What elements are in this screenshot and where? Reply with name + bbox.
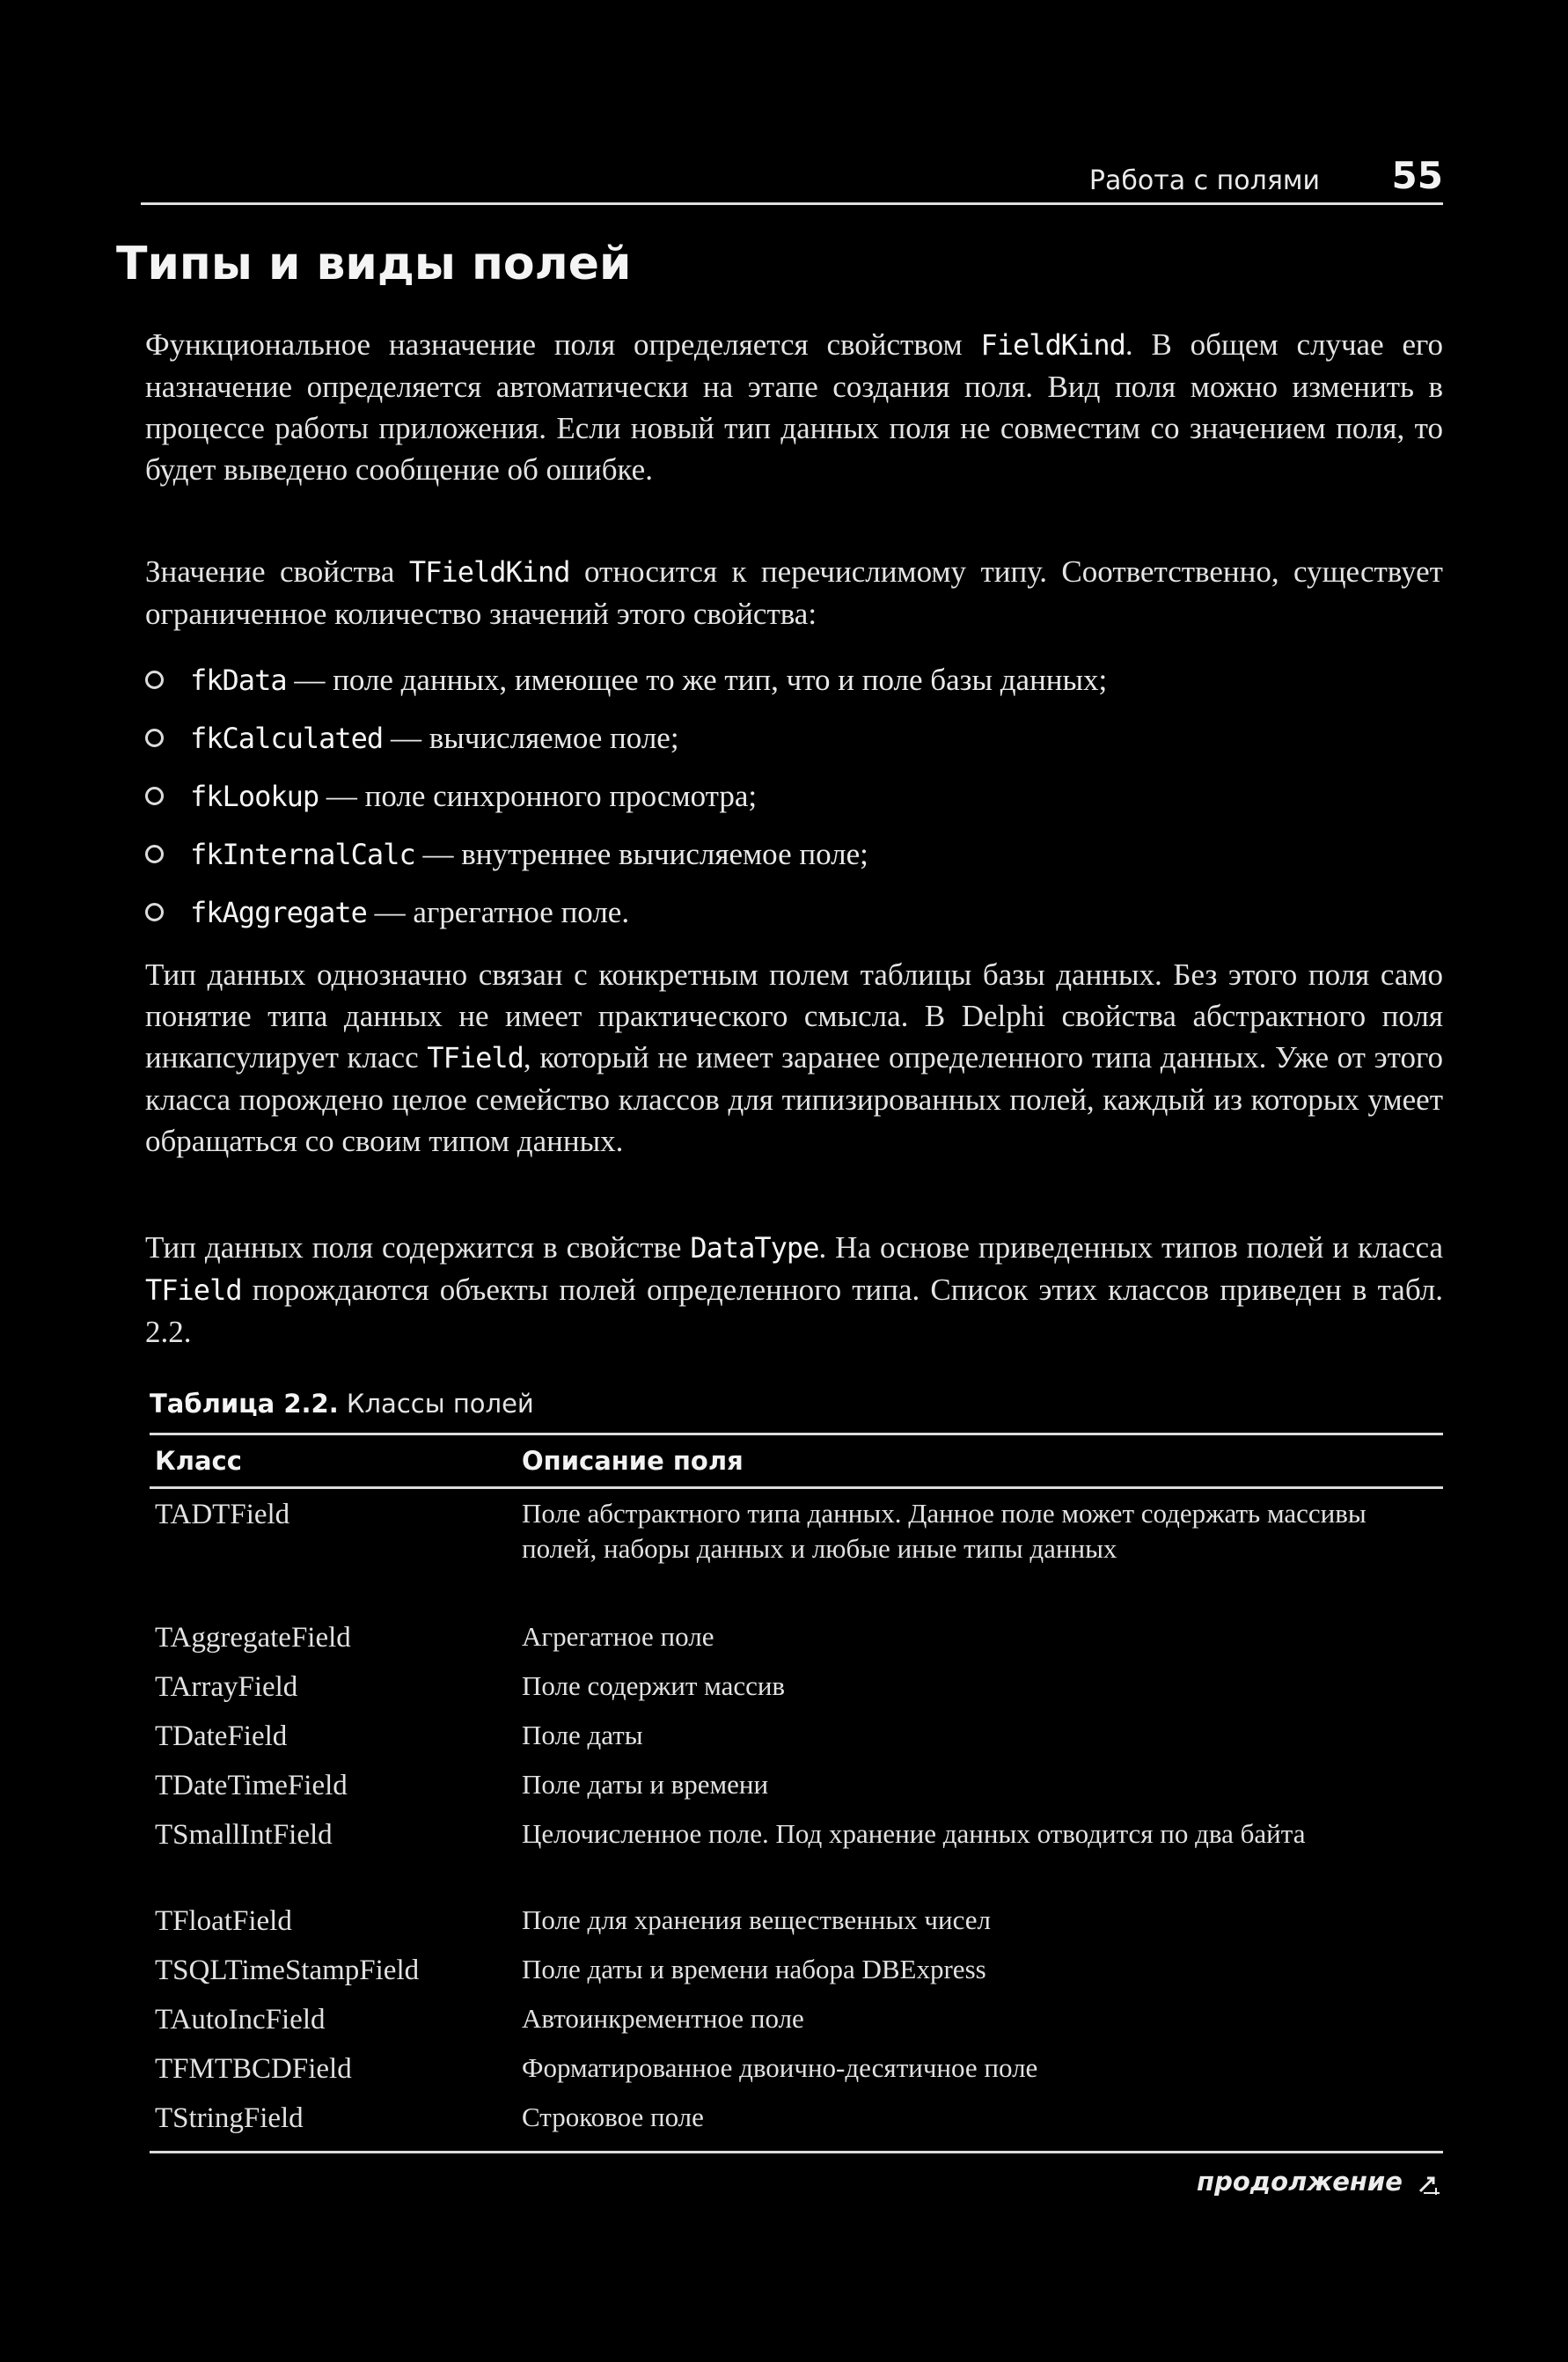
table-caption-label: Таблица 2.2. — [150, 1389, 339, 1419]
list-item — [145, 825, 1443, 884]
code-term: TFieldKind — [408, 555, 570, 589]
description-cell: Целочисленное поле. Под хранение данных отводится по два байта — [522, 1818, 1306, 1849]
table-row — [150, 2050, 1443, 2100]
paragraph-1 — [145, 324, 1443, 490]
class-cell: TSQLTimeStampField — [155, 1955, 420, 1986]
description-cell: Форматированное двоично-десятичное поле — [522, 2052, 1038, 2083]
text: Функциональное назначение поля определяется свойством — [145, 327, 981, 362]
text: , который не имеет заранее определенного типа данных. Уже от этого класса порождено целое семейство классов для типизированных полей, каждый из которых умеет обращаться со своим типом данных. — [145, 1040, 1443, 1158]
text: . На основе приведенных типов полей и класса — [818, 1230, 1443, 1265]
text: Тип данных однозначно связан с конкретным полем таблицы базы данных. Без этого поля само понятие типа данных не имеет практического смысла. В Delphi свойства абстрактного поля инкапсулирует класс — [145, 957, 1443, 1075]
text: относится к перечислимому типу. Соответственно, существует ограниченное количество значений этого свойства: — [145, 554, 1443, 631]
bullet-icon — [145, 787, 164, 805]
class-cell: TFloatField — [155, 1905, 292, 1937]
table-row — [150, 1669, 1443, 1718]
list-item-text: — агрегатное поле. — [366, 895, 630, 929]
continuation-note — [1197, 2167, 1443, 2197]
class-cell: TArrayField — [155, 1671, 298, 1703]
table-row — [150, 2100, 1443, 2142]
table-row — [150, 1903, 1443, 1952]
list-item — [145, 709, 1443, 767]
class-cell: TStringField — [155, 2102, 304, 2134]
code-term: TField — [145, 1273, 242, 1307]
description-cell: Поле содержит массив — [522, 1670, 786, 1701]
text: . В общем случае его назначение определяется автоматически на этапе создания поля. Вид поля можно изменить в процессе работы приложения. Если новый тип данных поля не совместим со значением поля, то будет выведено сообщение об ошибке. — [145, 327, 1443, 487]
description-cell: Поле даты и времени — [522, 1769, 769, 1800]
description-cell: Поле даты и времени набора DBExpress — [522, 1954, 986, 1984]
class-cell: TDateField — [155, 1720, 288, 1752]
code-term: fkData — [190, 664, 287, 697]
description-cell: Агрегатное поле — [522, 1621, 714, 1652]
code-term: fkCalculated — [190, 722, 384, 755]
list-item — [145, 884, 1443, 942]
table-caption — [150, 1389, 534, 1419]
code-term: TField — [427, 1041, 524, 1075]
paragraph-3 — [145, 954, 1443, 1162]
paragraph-4 — [145, 1227, 1443, 1353]
code-term: fkInternalCalc — [190, 838, 415, 871]
code-term: fkLookup — [190, 780, 319, 813]
running-header — [141, 150, 1443, 205]
class-cell: TADTField — [155, 1499, 290, 1530]
class-cell: TAutoIncField — [155, 2004, 326, 2036]
text: порождаются объекты полей определенного типа. Список этих классов приведен в табл. 2.2. — [145, 1273, 1443, 1349]
description-cell: Поле даты — [522, 1720, 643, 1750]
table-row — [150, 1718, 1443, 1767]
text: Значение свойства — [145, 554, 409, 589]
page-turn-icon — [1417, 2170, 1443, 2197]
code-term: DataType — [690, 1231, 819, 1265]
field-classes-table — [150, 1433, 1443, 2153]
list-item-text: — поле синхронного просмотра; — [319, 779, 758, 813]
paragraph-2 — [145, 551, 1443, 635]
bullet-icon — [145, 729, 164, 747]
table-row — [150, 1767, 1443, 1816]
description-cell: Автоинкрементное поле — [522, 2003, 804, 2034]
table-row — [150, 1619, 1443, 1669]
table-bottom-rule — [150, 2142, 1443, 2153]
description-cell: Строковое поле — [522, 2102, 704, 2132]
list-item-text: — вычисляемое поле; — [383, 721, 679, 755]
table-row — [150, 1496, 1443, 1619]
code-term: FieldKind — [980, 328, 1125, 362]
list-item-text: — внутреннее вычисляемое поле; — [414, 837, 868, 871]
table-header — [150, 1433, 1443, 1489]
table-row — [150, 1952, 1443, 2001]
class-cell: TSmallIntField — [155, 1819, 333, 1851]
text: Тип данных поля содержится в свойстве — [145, 1230, 691, 1265]
running-title: Работа с полями — [1088, 165, 1320, 196]
field-kind-list — [145, 651, 1443, 942]
list-item — [145, 651, 1443, 709]
description-cell: Поле для хранения вещественных чисел — [522, 1904, 991, 1935]
bullet-icon — [145, 845, 164, 863]
table-caption-text: Классы полей — [338, 1389, 534, 1419]
bullet-icon — [145, 671, 164, 689]
class-cell: TAggregateField — [155, 1622, 351, 1654]
table-row — [150, 1816, 1443, 1903]
list-item — [145, 767, 1443, 825]
list-item-text: — поле данных, имеющее то же тип, что и поле базы данных; — [286, 663, 1108, 697]
bullet-icon — [145, 903, 164, 921]
class-cell: TFMTBCDField — [155, 2053, 352, 2085]
class-cell: TDateTimeField — [155, 1770, 348, 1801]
description-cell: Поле абстрактного типа данных. Данное поле может содержать массивы полей, наборы данных и любые иные типы данных — [522, 1498, 1367, 1564]
section-title: Типы и виды полей — [116, 238, 632, 290]
column-header-class: Класс — [155, 1446, 242, 1476]
page-number: 55 — [1391, 154, 1443, 197]
table-row — [150, 2001, 1443, 2050]
continuation-text: продолжение — [1197, 2167, 1403, 2197]
column-header-description: Описание поля — [522, 1446, 744, 1476]
code-term: fkAggregate — [190, 896, 367, 929]
